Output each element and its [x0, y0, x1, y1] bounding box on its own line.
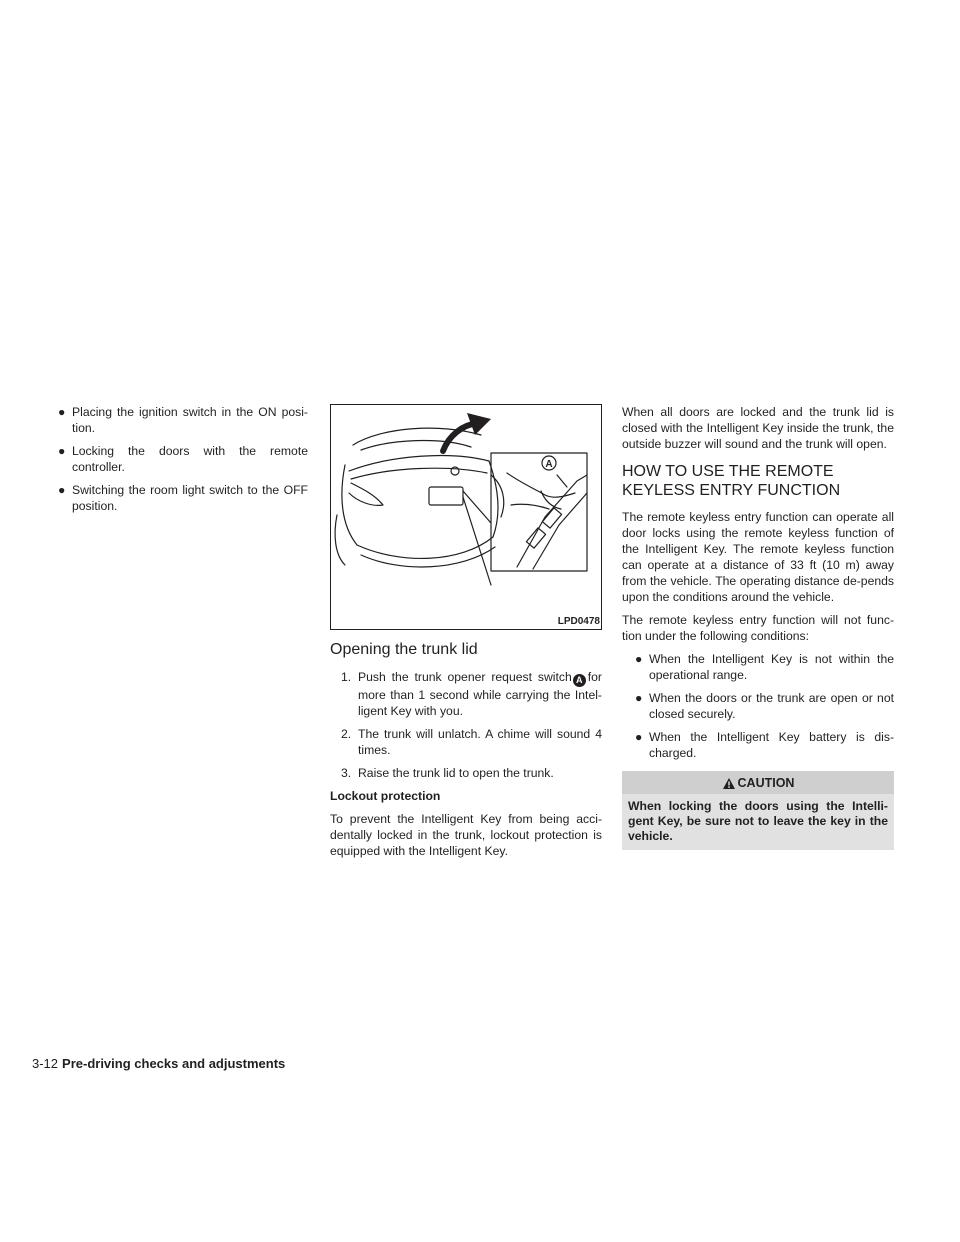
remote-keyless-paragraph: The remote keyless entry function can operate all door locks using the remote keyless function of the Intelligent Key. The remote keyless function can operate at a distance of 33 ft (10 m) away from the vehicle. The operating distance de-pends upon the conditions around the vehicle.: [622, 510, 894, 604]
warning-triangle-icon: [722, 777, 736, 790]
list-item: ● Locking the doors with the remote controller.: [58, 444, 308, 474]
lockout-paragraph: To prevent the Intelligent Key from being acci-dentally locked in the trunk, lockout protection is equipped with the Intelligent Key.: [330, 812, 602, 858]
list-item: ● Switching the room light switch to the OFF position.: [58, 483, 308, 513]
lockout-heading: Lockout protection: [330, 789, 441, 803]
list-item: 1. Push the trunk opener request switch A for more than 1 second while carrying the Intel-ligent Key with you.: [341, 670, 602, 718]
trunk-opener-illustration: [330, 404, 602, 630]
section-heading-remote-keyless: HOW TO USE THE REMOTE KEYLESS ENTRY FUNCTION: [622, 463, 841, 499]
bullet-icon: ●: [58, 483, 66, 497]
bullet-icon: ●: [58, 405, 66, 419]
car-rear-trunk-drawing: [331, 405, 601, 629]
list-item: 2. The trunk will unlatch. A chime will sound 4 times.: [341, 727, 602, 757]
right-column: [622, 404, 894, 850]
left-column: [58, 404, 308, 521]
caution-header: CAUTION: [622, 771, 894, 794]
not-function-paragraph: The remote keyless entry function will not func-tion under the following conditions:: [622, 613, 894, 643]
trunk-buzzer-paragraph: When all doors are locked and the trunk lid is closed with the Intelligent Key inside the trunk, the outside buzzer will sound and the trunk will open.: [622, 405, 894, 451]
list-item: ● When the doors or the trunk are open or not closed securely.: [635, 691, 894, 721]
middle-column: [330, 404, 602, 866]
list-item: 3. Raise the trunk lid to open the trunk.: [341, 766, 554, 780]
trunk-steps-list: [330, 669, 602, 781]
subheading-opening-trunk: Opening the trunk lid: [330, 641, 478, 658]
chapter-title: Pre-driving checks and adjustments: [62, 1056, 286, 1071]
list-item: ● Placing the ignition switch in the ON posi-tion.: [58, 405, 308, 435]
bullet-icon: ●: [635, 730, 643, 744]
switch-a-marker-icon: A: [573, 674, 586, 687]
bullet-icon: ●: [58, 444, 66, 458]
figure-code: LPD0478: [557, 616, 600, 627]
bullet-icon: ●: [635, 691, 643, 705]
caution-box: [622, 771, 894, 850]
callout-label: A: [545, 459, 553, 470]
list-item: ● When the Intelligent Key battery is dis-charged.: [635, 730, 894, 760]
bullet-icon: ●: [635, 652, 643, 666]
caution-text: When locking the doors using the Intelli-gent Key, be sure not to leave the key in the vehicle.: [628, 799, 888, 843]
warning-conditions-list: [58, 404, 308, 514]
page-number: 3-12: [32, 1056, 59, 1071]
page-footer: [32, 1056, 285, 1072]
not-function-conditions-list: [622, 651, 894, 761]
list-item: ● When the Intelligent Key is not within the operational range.: [635, 652, 894, 682]
